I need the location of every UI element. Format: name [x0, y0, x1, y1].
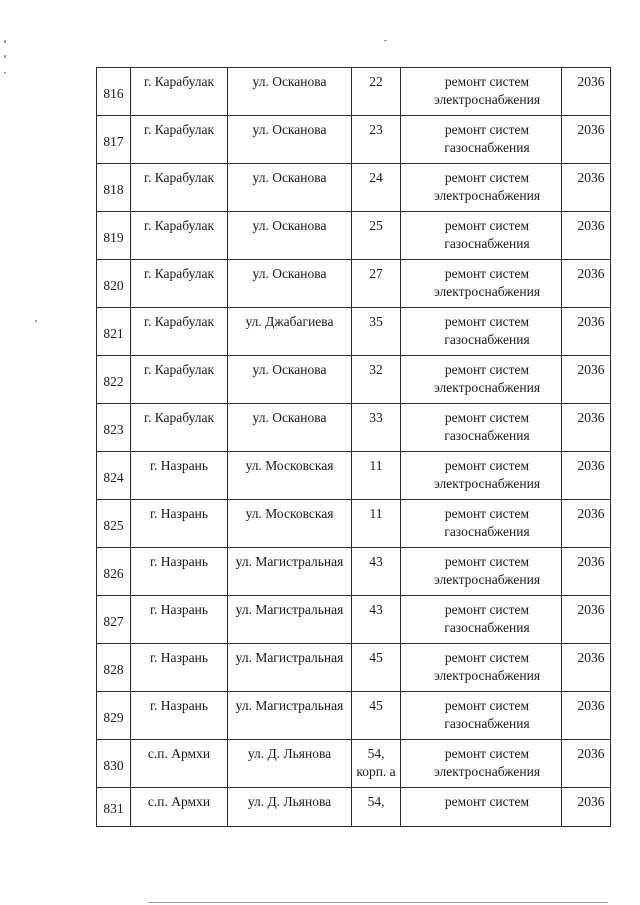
- house-number: 22: [369, 74, 383, 89]
- street-cell: [228, 644, 352, 692]
- street-cell: [228, 740, 352, 788]
- table-row: [97, 260, 611, 308]
- scan-speck: [384, 40, 387, 41]
- street-cell: [228, 548, 352, 596]
- work-type-cell: [401, 548, 562, 596]
- bottom-rule: [148, 902, 608, 903]
- table-row: [97, 500, 611, 548]
- year-cell: [562, 596, 611, 644]
- year-cell: [562, 548, 611, 596]
- street-cell: [228, 68, 352, 116]
- work-type: газоснабжения: [444, 428, 530, 443]
- table-row: [97, 740, 611, 788]
- year-cell: [562, 692, 611, 740]
- city-name: с.п. Армхи: [147, 746, 211, 761]
- planned-year: 2036: [577, 794, 605, 809]
- row-number: 826: [103, 565, 124, 581]
- work-type-cell: [401, 260, 562, 308]
- planned-year: 2036: [577, 410, 605, 425]
- work-type: ремонт систем: [444, 314, 530, 329]
- row-number: 816: [103, 85, 124, 101]
- year-cell: [562, 260, 611, 308]
- row-number-cell: [97, 356, 131, 404]
- year-cell: [562, 788, 611, 827]
- house-number-cell: [352, 692, 401, 740]
- row-number-cell: [97, 260, 131, 308]
- work-type: электроснабжения: [433, 188, 541, 203]
- street-name: ул. Магистральная: [235, 554, 344, 569]
- planned-year: 2036: [577, 170, 605, 185]
- work-type: ремонт систем: [444, 170, 530, 185]
- work-type: газоснабжения: [444, 140, 530, 155]
- work-type: ремонт систем: [444, 554, 530, 569]
- work-type-cell: [401, 692, 562, 740]
- work-type-cell: [401, 452, 562, 500]
- house-number-cell: [352, 260, 401, 308]
- work-type: электроснабжения: [433, 572, 541, 587]
- year-cell: [562, 68, 611, 116]
- table-row: [97, 308, 611, 356]
- house-number-cell: [352, 548, 401, 596]
- row-number: 823: [103, 421, 124, 437]
- scan-speck: [35, 320, 37, 322]
- table-row: [97, 692, 611, 740]
- table-row: [97, 452, 611, 500]
- table-body: [97, 68, 611, 827]
- year-cell: [562, 452, 611, 500]
- street-cell: [228, 500, 352, 548]
- city-name: г. Карабулак: [143, 170, 215, 185]
- row-number-cell: [97, 644, 131, 692]
- house-number: 54,: [367, 794, 385, 809]
- house-number-cell: [352, 356, 401, 404]
- row-number-cell: [97, 164, 131, 212]
- street-name: ул. Д. Льянова: [247, 746, 332, 761]
- city-cell: [131, 692, 228, 740]
- street-cell: [228, 404, 352, 452]
- work-type: газоснабжения: [444, 716, 530, 731]
- table-row: [97, 548, 611, 596]
- house-number: 27: [369, 266, 383, 281]
- street-name: ул. Джабагиева: [245, 314, 334, 329]
- city-name: г. Назрань: [150, 506, 208, 521]
- house-number-cell: [352, 596, 401, 644]
- row-number: 821: [103, 325, 124, 341]
- row-number-cell: [97, 404, 131, 452]
- year-cell: [562, 740, 611, 788]
- work-type-cell: [401, 740, 562, 788]
- house-number: 11: [369, 506, 383, 521]
- planned-year: 2036: [577, 602, 605, 617]
- row-number-cell: [97, 452, 131, 500]
- planned-year: 2036: [577, 458, 605, 473]
- work-type: ремонт систем: [444, 602, 530, 617]
- city-name: г. Карабулак: [143, 218, 215, 233]
- year-cell: [562, 356, 611, 404]
- work-type: ремонт систем: [444, 266, 530, 281]
- row-number-cell: [97, 500, 131, 548]
- house-number: корп. а: [356, 764, 396, 779]
- house-number-cell: [352, 404, 401, 452]
- house-number: 45: [369, 698, 383, 713]
- work-type-cell: [401, 644, 562, 692]
- city-name: г. Назрань: [150, 602, 208, 617]
- work-type: электроснабжения: [433, 284, 541, 299]
- work-type: ремонт систем: [444, 746, 530, 761]
- work-type: ремонт систем: [444, 458, 530, 473]
- house-number-cell: [352, 164, 401, 212]
- work-type: ремонт систем: [444, 362, 530, 377]
- city-cell: [131, 260, 228, 308]
- house-number-cell: [352, 644, 401, 692]
- work-type: ремонт систем: [444, 506, 530, 521]
- year-cell: [562, 644, 611, 692]
- planned-year: 2036: [577, 74, 605, 89]
- city-name: г. Карабулак: [143, 314, 215, 329]
- year-cell: [562, 212, 611, 260]
- planned-year: 2036: [577, 650, 605, 665]
- row-number-cell: [97, 212, 131, 260]
- table-row: [97, 644, 611, 692]
- planned-year: 2036: [577, 314, 605, 329]
- row-number: 831: [103, 801, 124, 816]
- row-number-cell: [97, 740, 131, 788]
- table-row: [97, 68, 611, 116]
- street-cell: [228, 164, 352, 212]
- scan-speck: [4, 55, 6, 58]
- house-number-cell: [352, 452, 401, 500]
- year-cell: [562, 164, 611, 212]
- city-name: г. Назрань: [150, 458, 208, 473]
- row-number: 828: [103, 661, 124, 677]
- work-type: электроснабжения: [433, 476, 541, 491]
- row-number: 820: [103, 277, 124, 293]
- work-type: ремонт систем: [444, 794, 530, 809]
- street-name: ул. Московская: [245, 458, 334, 473]
- work-type: ремонт систем: [444, 698, 530, 713]
- work-type-cell: [401, 308, 562, 356]
- row-number-cell: [97, 596, 131, 644]
- street-cell: [228, 308, 352, 356]
- city-name: г. Карабулак: [143, 362, 215, 377]
- city-name: г. Карабулак: [143, 410, 215, 425]
- row-number-cell: [97, 68, 131, 116]
- year-cell: [562, 308, 611, 356]
- work-type-cell: [401, 500, 562, 548]
- row-number: 817: [103, 133, 124, 149]
- city-cell: [131, 116, 228, 164]
- city-name: г. Карабулак: [143, 266, 215, 281]
- scan-speck: [4, 40, 6, 43]
- house-number-cell: [352, 116, 401, 164]
- house-number: 23: [369, 122, 383, 137]
- row-number: 824: [103, 469, 124, 485]
- city-name: с.п. Армхи: [147, 794, 211, 809]
- row-number: 822: [103, 373, 124, 389]
- city-name: г. Назрань: [150, 650, 208, 665]
- work-type: ремонт систем: [444, 74, 530, 89]
- street-name: ул. Осканова: [252, 170, 327, 185]
- row-number-cell: [97, 308, 131, 356]
- table-row: [97, 596, 611, 644]
- year-cell: [562, 500, 611, 548]
- scan-speck: [4, 72, 6, 74]
- row-number-cell: [97, 548, 131, 596]
- row-number: 827: [103, 613, 124, 629]
- city-cell: [131, 404, 228, 452]
- work-type: газоснабжения: [444, 620, 530, 635]
- street-name: ул. Осканова: [252, 122, 327, 137]
- planned-year: 2036: [577, 122, 605, 137]
- city-name: г. Карабулак: [143, 74, 215, 89]
- street-cell: [228, 356, 352, 404]
- work-type-cell: [401, 404, 562, 452]
- house-number: 54,: [367, 746, 385, 761]
- work-type: электроснабжения: [433, 764, 541, 779]
- city-cell: [131, 788, 228, 827]
- city-cell: [131, 500, 228, 548]
- city-cell: [131, 308, 228, 356]
- house-number: 11: [369, 458, 383, 473]
- house-number: 24: [369, 170, 383, 185]
- planned-year: 2036: [577, 506, 605, 521]
- row-number: 818: [103, 181, 124, 197]
- house-number: 33: [369, 410, 383, 425]
- house-number-cell: [352, 788, 401, 827]
- row-number: 819: [103, 229, 124, 245]
- street-cell: [228, 212, 352, 260]
- row-number-cell: [97, 692, 131, 740]
- city-cell: [131, 644, 228, 692]
- table-row: [97, 404, 611, 452]
- year-cell: [562, 116, 611, 164]
- street-cell: [228, 596, 352, 644]
- street-name: ул. Осканова: [252, 74, 327, 89]
- street-cell: [228, 692, 352, 740]
- street-name: ул. Д. Льянова: [247, 794, 332, 809]
- work-type: ремонт систем: [444, 650, 530, 665]
- street-name: ул. Осканова: [252, 218, 327, 233]
- work-type: газоснабжения: [444, 332, 530, 347]
- work-type-cell: [401, 788, 562, 827]
- work-type: электроснабжения: [433, 380, 541, 395]
- street-cell: [228, 260, 352, 308]
- table-row: [97, 356, 611, 404]
- work-type-cell: [401, 68, 562, 116]
- row-number: 829: [103, 709, 124, 725]
- planned-year: 2036: [577, 218, 605, 233]
- street-cell: [228, 452, 352, 500]
- street-name: ул. Осканова: [252, 266, 327, 281]
- work-type-cell: [401, 164, 562, 212]
- city-cell: [131, 452, 228, 500]
- work-type: газоснабжения: [444, 236, 530, 251]
- planned-year: 2036: [577, 554, 605, 569]
- house-number: 43: [369, 602, 383, 617]
- house-number: 45: [369, 650, 383, 665]
- planned-year: 2036: [577, 266, 605, 281]
- row-number-cell: [97, 116, 131, 164]
- row-number-cell: [97, 788, 131, 827]
- work-type: газоснабжения: [444, 524, 530, 539]
- street-name: ул. Осканова: [252, 410, 327, 425]
- city-cell: [131, 356, 228, 404]
- city-cell: [131, 596, 228, 644]
- work-type: электроснабжения: [433, 92, 541, 107]
- house-number: 32: [369, 362, 383, 377]
- table-row: [97, 164, 611, 212]
- house-number-cell: [352, 212, 401, 260]
- table-row: [97, 116, 611, 164]
- work-type: ремонт систем: [444, 122, 530, 137]
- work-type-cell: [401, 596, 562, 644]
- row-number: 830: [103, 757, 124, 773]
- row-number: 825: [103, 517, 124, 533]
- house-number-cell: [352, 740, 401, 788]
- table-row: [97, 212, 611, 260]
- city-name: г. Назрань: [150, 554, 208, 569]
- street-cell: [228, 116, 352, 164]
- street-name: ул. Магистральная: [235, 602, 344, 617]
- house-number-cell: [352, 308, 401, 356]
- city-cell: [131, 548, 228, 596]
- repair-schedule-table: [96, 67, 611, 827]
- house-number: 35: [369, 314, 383, 329]
- work-type-cell: [401, 212, 562, 260]
- street-name: ул. Осканова: [252, 362, 327, 377]
- city-cell: [131, 740, 228, 788]
- street-cell: [228, 788, 352, 827]
- house-number-cell: [352, 68, 401, 116]
- street-name: ул. Магистральная: [235, 698, 344, 713]
- city-name: г. Назрань: [150, 698, 208, 713]
- work-type: электроснабжения: [433, 668, 541, 683]
- work-type: ремонт систем: [444, 410, 530, 425]
- city-cell: [131, 68, 228, 116]
- planned-year: 2036: [577, 746, 605, 761]
- street-name: ул. Магистральная: [235, 650, 344, 665]
- city-cell: [131, 164, 228, 212]
- street-name: ул. Московская: [245, 506, 334, 521]
- work-type-cell: [401, 356, 562, 404]
- planned-year: 2036: [577, 362, 605, 377]
- house-number: 43: [369, 554, 383, 569]
- house-number-cell: [352, 500, 401, 548]
- city-cell: [131, 212, 228, 260]
- table-row: [97, 788, 611, 827]
- planned-year: 2036: [577, 698, 605, 713]
- work-type: ремонт систем: [444, 218, 530, 233]
- city-name: г. Карабулак: [143, 122, 215, 137]
- work-type-cell: [401, 116, 562, 164]
- house-number: 25: [369, 218, 383, 233]
- year-cell: [562, 404, 611, 452]
